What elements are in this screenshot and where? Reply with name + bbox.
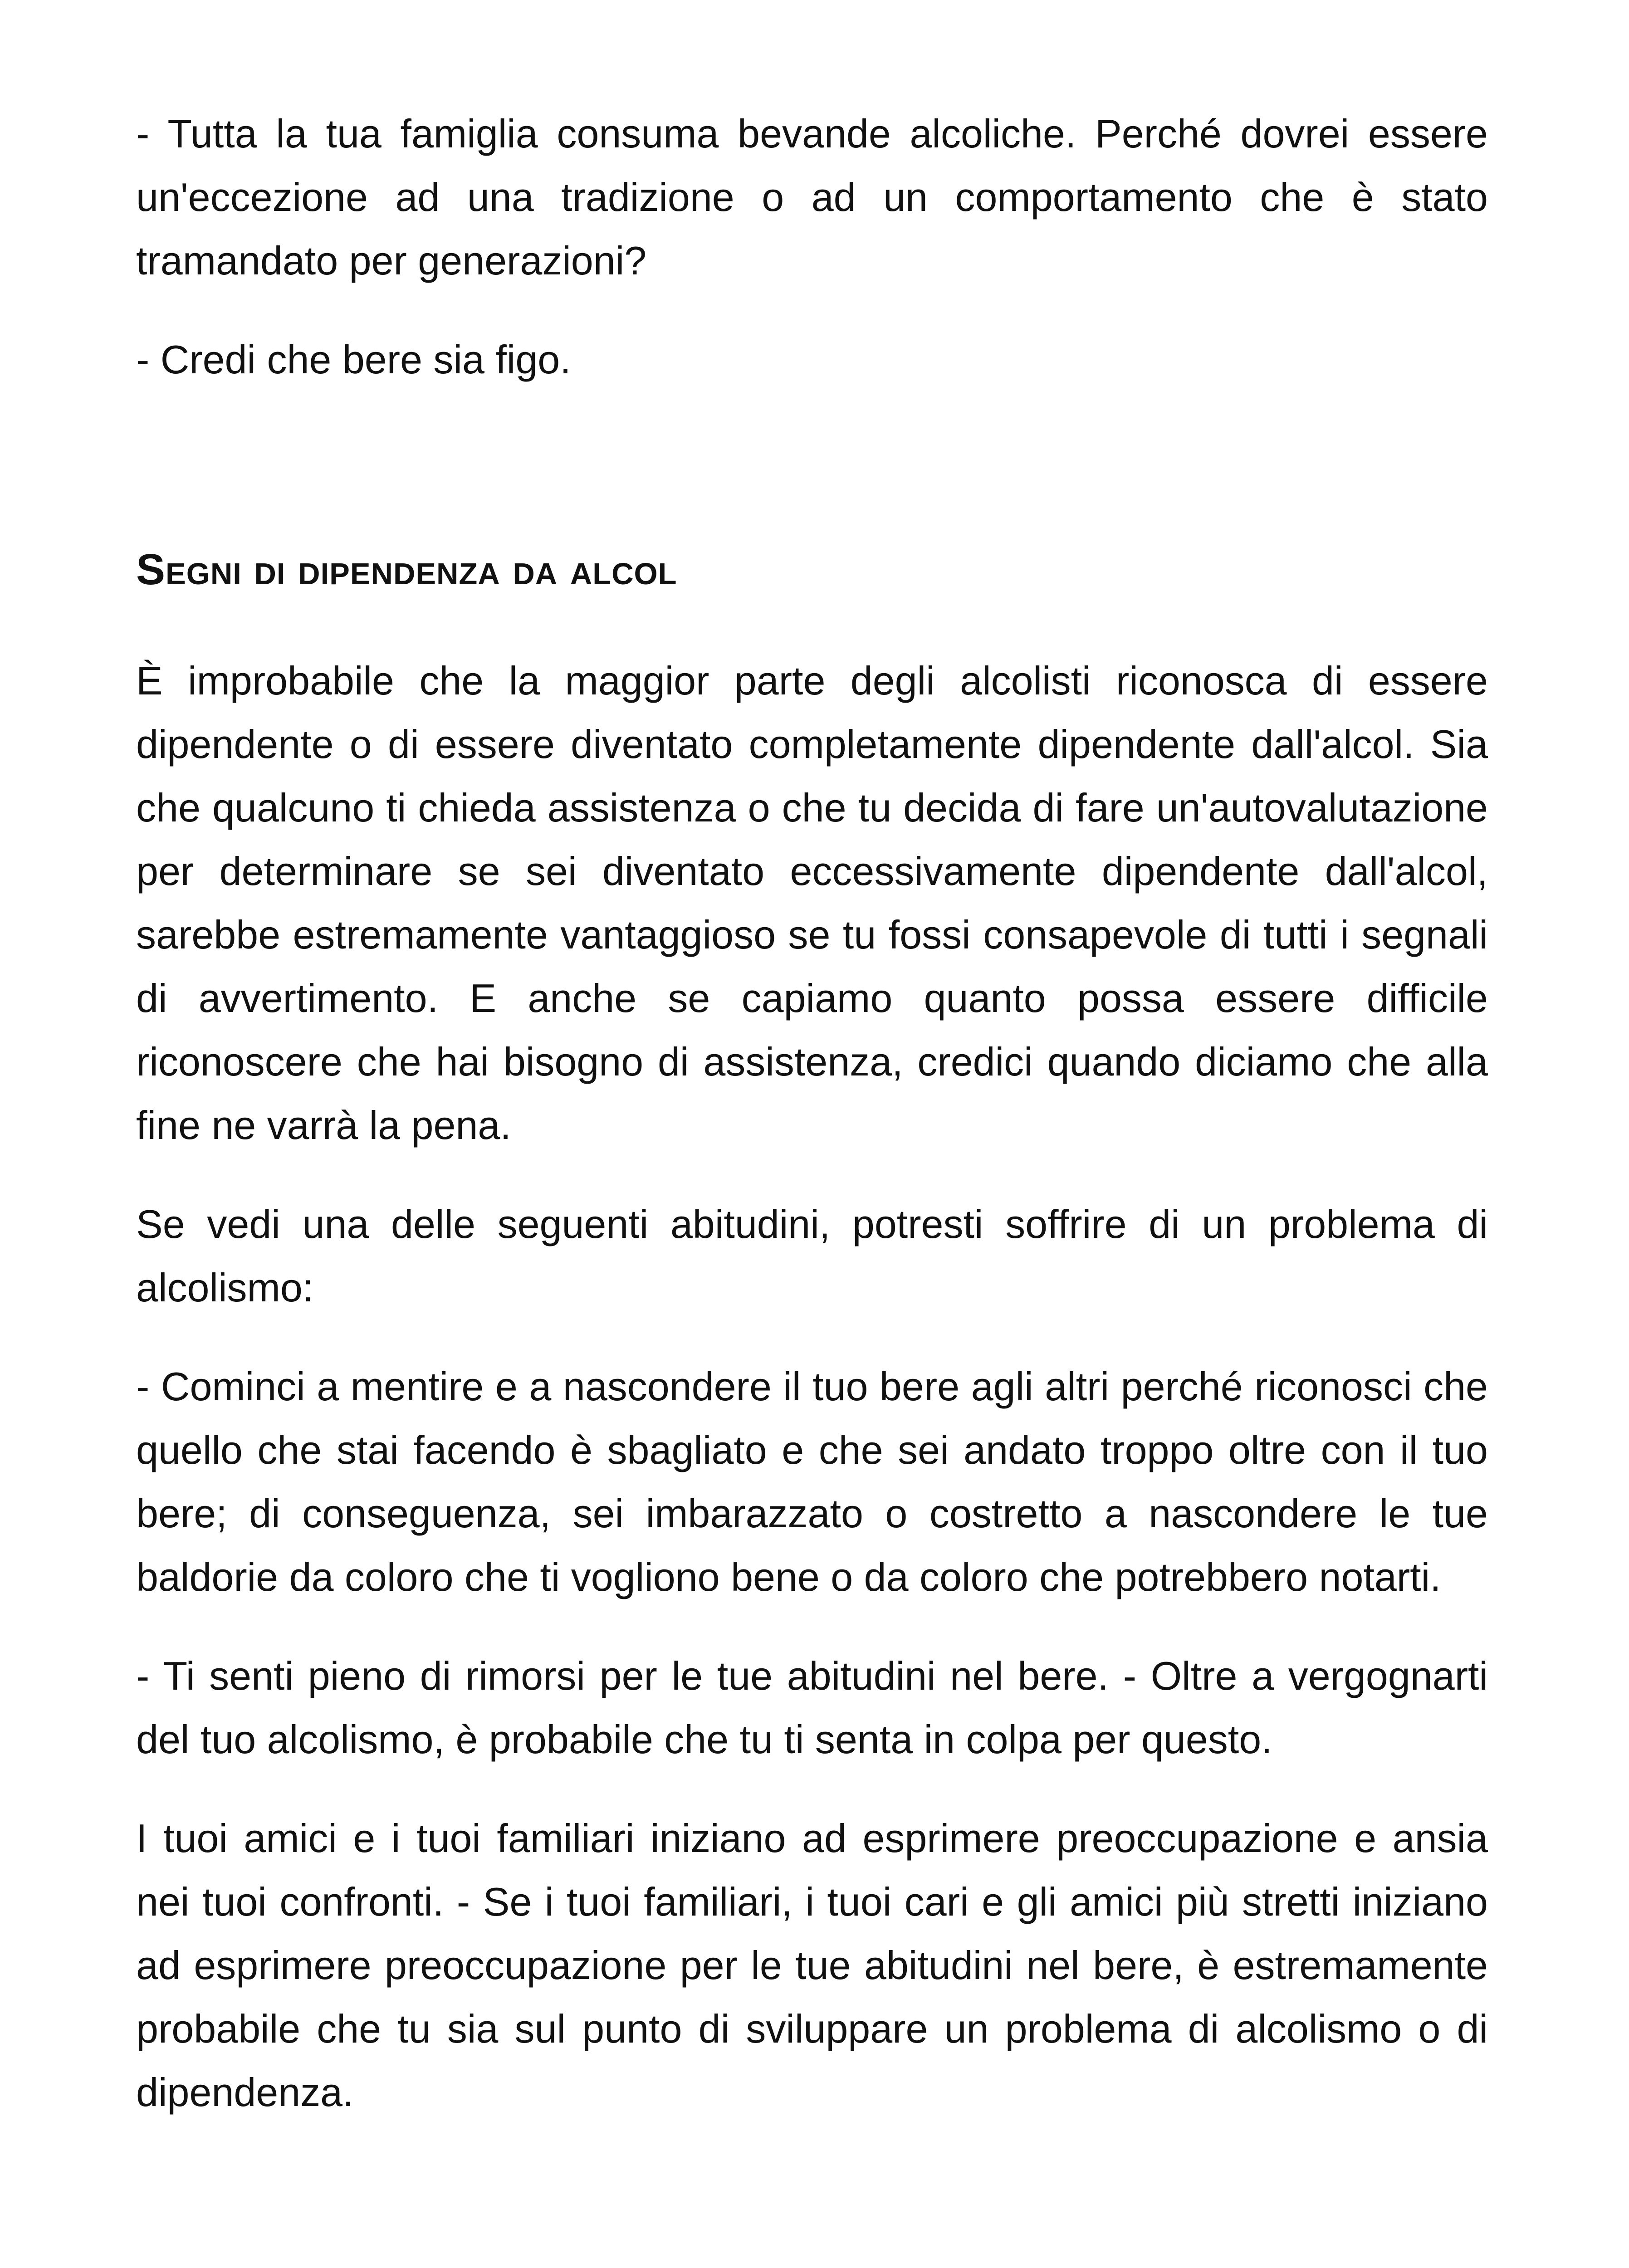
paragraph-lying-hiding: - Cominci a mentire e a nascondere il tuo bere agli altri perché riconosci che quello che stai facendo è sbagliato e che sei andato troppo oltre con il tuo bere; di conseguenza, sei imbarazzato o costretto a nascondere le tue baldorie da coloro che ti vogliono bene o da coloro che potrebbero notarti. <box>136 1364 1488 1599</box>
page-content <box>136 102 1488 2160</box>
paragraph-family-concern: I tuoi amici e i tuoi familiari iniziano ad esprimere preoccupazione e ansia nei tuoi confronti. - Se i tuoi familiari, i tuoi cari e gli amici più stretti iniziano ad esprimere preoccupazione per le tue abitudini nel bere, è estremamente probabile che tu sia sul punto di sviluppare un problema di alcolismo o di dipendenza. <box>136 1816 1488 2115</box>
paragraph-remorse: - Ti senti pieno di rimorsi per le tue abitudini nel bere. - Oltre a vergognarti del tuo alcolismo, è probabile che tu ti senta in colpa per questo. <box>136 1653 1488 1762</box>
paragraph-family-tradition: - Tutta la tua famiglia consuma bevande alcoliche. Perché dovrei essere un'eccezione ad una tradizione o ad un comportamento che è stato tramandato per generazioni? <box>136 111 1488 283</box>
paragraph-drinking-cool: - Credi che bere sia figo. <box>136 337 571 382</box>
paragraph-habits-lead: Se vedi una delle seguenti abitudini, potresti soffrire di un problema di alcolismo: <box>136 1202 1488 1310</box>
section-spacer <box>136 427 1488 540</box>
paragraph-intro: È improbabile che la maggior parte degli alcolisti riconosca di essere dipendente o di essere diventato completamente dipendente dall'alcol. Sia che qualcuno ti chieda assistenza o che tu decida di fare un'autovalutazione per determinare se sei diventato eccessivamente dipendente dall'alcol, sarebbe estremamente vantaggioso se tu fossi consapevole di tutti i segnali di avvertimento. E anche se capiamo quanto possa essere difficile riconoscere che hai bisogno di assistenza, credici quando diciamo che alla fine ne varrà la pena. <box>136 658 1488 1148</box>
section-heading: Segni di dipendenza da alcol <box>136 545 677 594</box>
